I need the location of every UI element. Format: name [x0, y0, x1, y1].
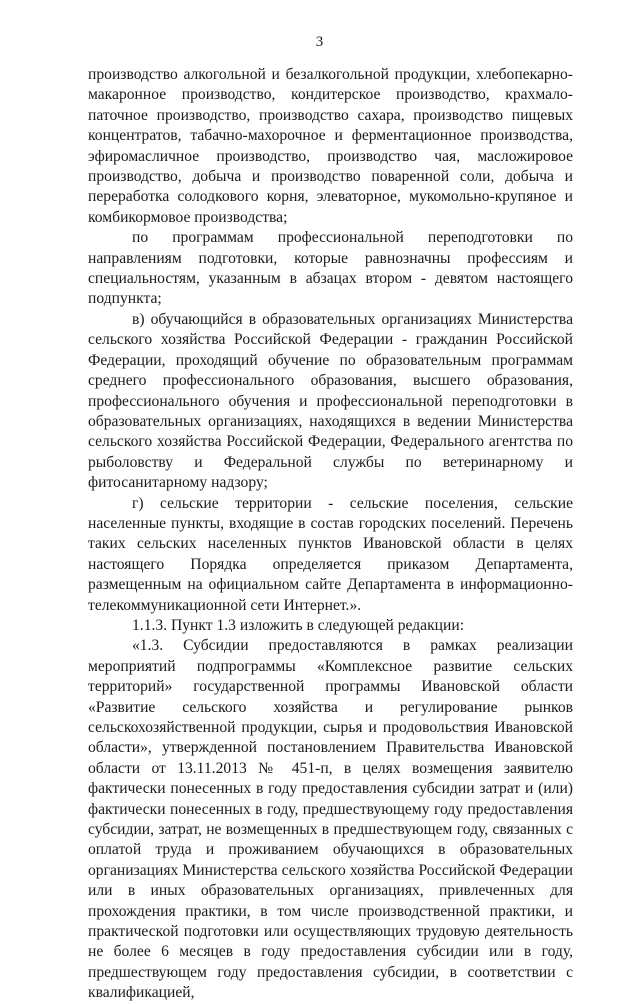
- paragraph-production-list: производство алкогольной и безалкогольной продукции, хлебопекарно-макаронное производство, кондитерское производство, крахмало-паточное производство, производство сахара, производство пищевых концентратов, табачно-махорочное и ферментационное производства, эфиромасличное производство, производство чая, масложировое производство, добыча и производство поваренной соли, добыча и переработка солодкового корня, элеваторное, мукомольно-крупяное и комбикормовое производства;: [88, 66, 573, 226]
- paragraph-clause-1-3: «1.3. Субсидии предоставляются в рамках реализации мероприятий подпрограммы «Комплексное развитие сельских территорий» государственной программы Ивановской области «Развитие сельского хозяйства и регулирование рынков сельскохозяйственной продукции, сырья и продовольствия Ивановской области», утвержденной постановлением Правительства Ивановской области от 13.11.2013 № 451-п, в целях возмещения заявителю фактически понесенных в году предоставления субсидии затрат и (или) фактически понесенных в году, предшествующему году предоставления субсидии, затрат, не возмещенных в предшествующем году, связанных с оплатой труда и проживанием обучающихся в образовательных организациях Министерства сельского хозяйства Российской Федерации или в иных образовательных организациях, привлеченных для прохождения практики, в том числе производственной практики, и практической подготовки или осуществляющих трудовую деятельность не более 6 месяцев в году предоставления субсидии или в году, предшествующем году предоставления субсидии, в соответствии с квалификацией,: [88, 637, 573, 1002]
- paragraph-amendment-clause: 1.1.3. Пункт 1.3 изложить в следующей редакции:: [132, 616, 465, 634]
- paragraph-definition-rural-territories: г) сельские территории - сельские поселения, сельские населенные пункты, входящие в состав городских поселений. Перечень таких сельских населенных пунктов Ивановской области в целях настоящего Порядка определяется приказом Департамента, размещенным на официальном сайте Департамента в информационно-телекоммуникационной сети Интернет.».: [88, 494, 573, 614]
- page-number: 3: [315, 34, 324, 50]
- document-body: [88, 65, 573, 1004]
- paragraph-definition-student: в) обучающийся в образовательных организациях Министерства сельского хозяйства Российской Федерации - гражданин Российской Федерации, проходящий обучение по образовательным программам среднего профессионального образования, высшего образования, профессионального обучения и профессиональной переподготовки в образовательных организациях, находящихся в ведении Министерства сельского хозяйства Российской Федерации, Федерального агентства по рыболовству и Федеральной службы по ветеринарному и фитосанитарному надзору;: [88, 310, 573, 492]
- paragraph-retraining: по программам профессиональной переподготовки по направлениям подготовки, которые равнозначны профессиям и специальностям, указанным в абзацах втором - девятом настоящего подпункта;: [88, 229, 573, 308]
